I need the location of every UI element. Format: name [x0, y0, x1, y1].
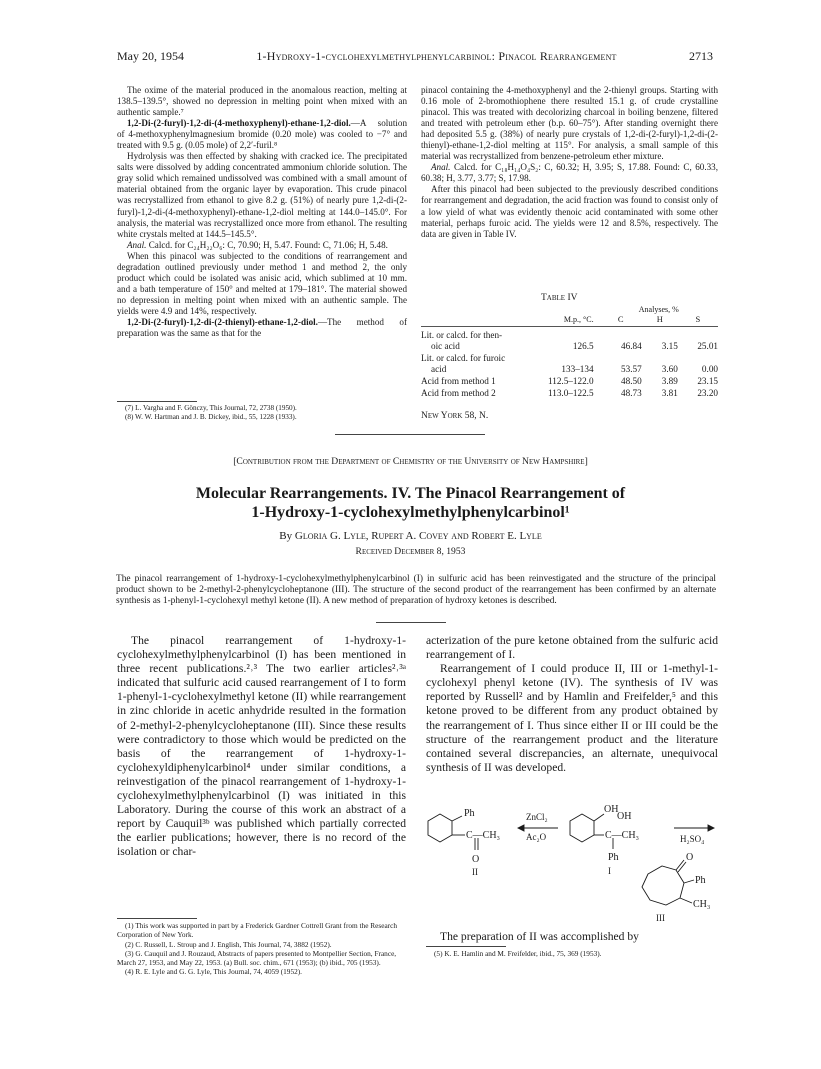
bond [452, 816, 462, 821]
footnote: (5) K. E. Hamlin and M. Freifelder, ibid., 75, 369 (1953). [434, 949, 602, 958]
table-header-row [421, 305, 718, 314]
header-page-number: 2713 [688, 49, 713, 63]
compound-label-i: I [608, 866, 611, 876]
bond [680, 898, 692, 903]
table-row: Acid from method 2 113.0–122.5 48.73 3.81 23.20 [421, 387, 718, 398]
analysis-line: Anal. Calcd. for C₁₈H₁₄O₄S₂: C, 60.32; H, 3.95; S, 17.88. Found: C, 60.33, 60.38; H, 3.77, 3.77; S, 17.98. [421, 162, 718, 184]
article-title-line-2: 1-Hydroxy-1-cyclohexylmethylphenylcarbinol¹ [251, 504, 570, 521]
paragraph: The preparation of II was accomplished by [440, 930, 639, 943]
column-header-c: C [617, 314, 624, 324]
left-bottom-column [117, 634, 406, 860]
paragraph: When this pinacol was subjected to the conditions of rearrangement and degradation outlined previously under method 1 and method 2, the only product which could be isolated was anisic acid, which sublimed at 10 mm. and a bath temperature of 150° and melted at 179–181°. The material showed no depression in melting point when mixed with an authentic sample. The yields were 4.9 and 14%, respectively. [117, 250, 407, 316]
table-row: acid 133–134 53.57 3.60 0.00 [431, 364, 718, 375]
phenyl-label: Ph [464, 808, 475, 819]
phenyl-label: Ph [608, 852, 619, 863]
arrow-head-right [708, 825, 714, 831]
oxygen-label: O [686, 852, 694, 863]
right-bottom-continuation [426, 930, 718, 944]
location: New York 58, N. [421, 411, 489, 421]
table-title: Table IV [541, 293, 578, 303]
header-date: May 20, 1954 [117, 49, 184, 63]
table-row: Acid from method 1 112.5–122.0 48.50 3.89 23.15 [421, 375, 718, 386]
c-methyl-label: C—CH₃ [605, 830, 640, 841]
abstract-rule [376, 622, 446, 623]
compound-label-iii: III [656, 913, 665, 923]
column-header-mp: M.p., °C. [563, 315, 594, 324]
table-iv [421, 305, 718, 399]
footnote: (2) C. Russell, L. Stroup and J. English, This Journal, 74, 3882 (1952). [125, 939, 332, 949]
cyclohexane-ring-i [570, 814, 594, 842]
analysis-line: Anal. Calcd. for C₂₄H₂₂O₆: C, 70.90; H, 5.47. Found: C, 71.06; H, 5.48. [127, 239, 388, 250]
table-header-row [421, 314, 718, 326]
right-bottom-column [426, 634, 718, 775]
paragraph: Hydrolysis was then effected by shaking with cracked ice. The precipitated salts were dissolved by adding concentrated ammonium chloride solution. The gray solid which remained undissolved was combined with a small amount of material obtained from the organic layer by evaporation. This crude pinacol was recrystallized from ethanol to give 8.2 g. (51%) of nearly pure 1,2-di-(2-furyl)-1,2-di-(4-methoxyphenyl)-ethane-1,2-diol melting at 144.0–145.0°. For analysis, the material was recrystallized once more from ethanol. The resulting white crystals melted at 144.5–145.5°. [117, 151, 407, 239]
running-header [117, 49, 713, 64]
bond [676, 860, 684, 870]
header-title: 1-Hydroxy-1-cyclohexylmethylphenylcarbinol: Pinacol Rearrangement [256, 49, 617, 63]
compound-label-ii: II [472, 867, 478, 877]
footnote: (7) L. Vargha and F. Gönczy, This Journal, 72, 2738 (1950). [125, 404, 297, 412]
hydroxyl-label: OH [604, 804, 619, 815]
paragraph: 1,2-Di-(2-furyl)-1,2-di-(2-thienyl)-ethane-1,2-diol.—The method of preparation was the same as that for the [117, 316, 407, 339]
compound-heading: 1,2-Di-(2-furyl)-1,2-di-(2-thienyl)-ethane-1,2-diol. [127, 316, 318, 327]
phenyl-label: Ph [695, 875, 706, 886]
paragraph: pinacol containing the 4-methoxyphenyl and the 2-thienyl groups. Starting with 0.16 mole of 2-bromothiophene there resulted 15.1 g. of crude crystalline pinacol. This was treated with decolorizing charcoal in boiling benzene, filtered and treated with petroleum ether (b.p. 60–75°). After standing overnight there had deposited 5.5 g. (38%) of nearly pure crystals of 1,2-di-(2-furyl)-1,2-di-(2-thienyl)-ethane-1,2-diol melting at 115°. For analysis, a small sample of this material was recrystallized from benzene-petroleum ether mixture. [421, 85, 718, 162]
abstract: The pinacol rearrangement of 1-hydroxy-1-cyclohexylmethylphenylcarbinol (I) in sulfuric acid has been reinvestigated and the structure of the principal product shown to be 2-methyl-2-phenylcycloheptanone (III). The structure of the second product of the rearrangement has been confirmed by an alternate synthesis as 1-phenyl-1-cyclohexyl methyl ketone (II). A new method of preparation of hydroxy ketones is described. [116, 574, 716, 607]
oxygen-label: O [472, 854, 480, 865]
right-top-column [421, 85, 718, 240]
footnote: (1) This work was supported in part by a Frederick Gardner Cottrell Grant from the Research Corporation of New York. [117, 921, 397, 940]
column-header-h: H [656, 314, 663, 324]
cycloheptanone-ring-iii [642, 866, 684, 905]
reagent-zncl2: ZnCl₂ [526, 812, 548, 822]
reagent-ac2o: Ac₂O [526, 832, 547, 842]
paragraph: acterization of the pure ketone obtained from the sulfuric acid rearrangement of I. [426, 634, 718, 662]
c-methyl-label: C—CH₃ [466, 830, 501, 841]
footnote: (3) G. Cauquil and J. Rouzaud, Abstracts of papers presented to Montpellier Section, France, March 27, 1953, and May 22, 1953. (a) Bull. soc. chim., 671 (1953); (b) ibid., 705 (1953). [117, 948, 397, 968]
column-header-analyses: Analyses, % [638, 305, 679, 314]
cyclohexane-ring-ii [428, 814, 452, 842]
footnotes-bottom-right [426, 949, 718, 958]
footnote-rule [117, 401, 197, 402]
reaction-scheme [410, 792, 725, 928]
authors-line: By Gloria G. Lyle, Rupert A. Covey and Robert E. Lyle [279, 530, 542, 542]
methyl-label: CH₃ [693, 899, 711, 910]
bond [684, 880, 694, 883]
paragraph: After this pinacol had been subjected to the previously described conditions for rearrangement and degradation, the acid fraction was found to consist only of a low yield of what was evidently thenoic acid contaminated with some other material, perhaps furoic acid. The yields were 12 and 8.5%, respectively. The data are given in Table IV. [421, 184, 718, 239]
footnotes-bottom-left [117, 921, 406, 977]
footnote: (8) W. W. Hartman and J. B. Dickey, ibid., 55, 1228 (1933). [125, 413, 297, 421]
paragraph: The oxime of the material produced in the anomalous reaction, melting at 138.5–139.5°, showed no depression in melting point when mixed with an authentic sample.⁷ [117, 85, 407, 118]
footnote: (4) R. E. Lyle and G. G. Lyle, This Journal, 74, 4059 (1952). [125, 967, 302, 977]
hydroxyl-label: OH [617, 811, 632, 822]
table-row: oic acid 126.5 46.84 3.15 25.01 [431, 341, 718, 352]
left-top-column [117, 85, 407, 339]
arrow-head-left [518, 825, 524, 831]
bond [594, 814, 604, 821]
article-title-line-1: Molecular Rearrangements. IV. The Pinacol Rearrangement of [195, 485, 626, 502]
table-row: Lit. or calcd. for then- [421, 329, 503, 340]
footnote-rule [426, 946, 506, 947]
table-row: Lit. or calcd. for furoic [421, 352, 506, 363]
reagent-h2so4: H₂SO₄ [680, 834, 705, 844]
paragraph: The pinacol rearrangement of 1-hydroxy-1-cyclohexylmethylphenylcarbinol (I) has been mentioned in three recent publications.²˒³ The two earlier articles²˒³ᵃ indicated that sulfuric acid caused rearrangement of I to form 1-phenyl-1-cyclohexylmethyl ketone (II) while rearrangement in zinc chloride in acetic anhydride resulted in the formation of 2-methyl-2-phenylcycloheptanone (III). Since these results were contradictory to those which would be predicted on the basis of the rearrangement of 1-hydroxy-1-cyclohexyldiphenylcarbinol⁴ under similar conditions, a reinvestigation of the pinacol rearrangement of 1-hydroxy-1-cyclohexylmethylphenylcarbinol (I) was initiated in this Laboratory. During the course of this work an abstract of a report by Cauquil³ᵇ was published which partially corrected the earlier publications; however, there is no record of the isolation or char- [117, 634, 406, 859]
compound-heading: 1,2-Di-(2-furyl)-1,2-di-(4-methoxyphenyl)-ethane-1,2-diol. [127, 118, 351, 129]
received-date: Received December 8, 1953 [355, 546, 466, 557]
bond [678, 862, 686, 872]
paragraph: 1,2-Di-(2-furyl)-1,2-di-(4-methoxyphenyl)-ethane-1,2-diol.—A solution of 4-methoxyphenylmagnesium bromide (0.20 mole) was cooled to −7° and treated with 9.5 g. (0.05 mole) of 2,2′-furil.⁸ [117, 118, 407, 151]
paragraph: Rearrangement of I could produce II, III or 1-methyl-1-cyclohexyl phenyl ketone (IV). The synthesis of IV was reported by Russell² and by Hamlin and Freifelder,⁵ and this ketone proved to be different from any product obtained by the rearrangement of I. Thus since either II or III could be the structure of the rearrangement product and the literature contained several discrepancies, an alternate, unequivocal synthesis of II was developed. [426, 662, 718, 774]
column-header-s: S [695, 314, 701, 324]
authors: Gloria G. Lyle, Rupert A. Covey and Robert E. Lyle [294, 530, 542, 542]
footnote-rule [117, 918, 197, 919]
contribution-line: [Contribution from the Department of Chemistry of the University of New Hampshire] [233, 456, 588, 467]
section-rule [335, 434, 485, 435]
footnotes-top-left [117, 404, 407, 422]
